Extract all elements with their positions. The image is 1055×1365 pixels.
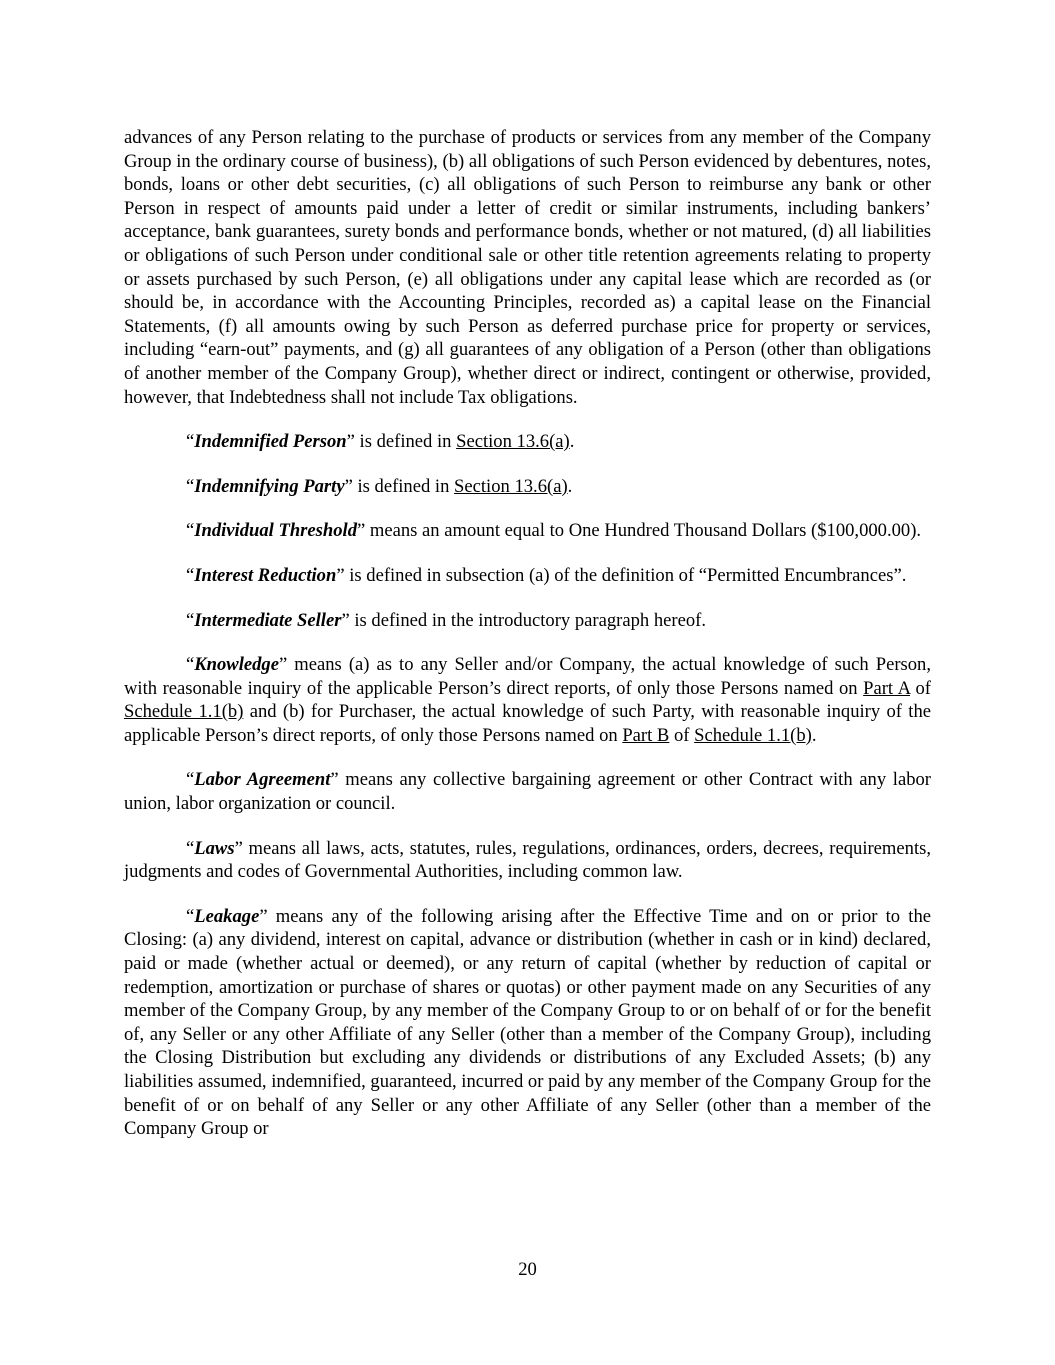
defined-term: Labor Agreement [194, 769, 331, 791]
defined-term: Knowledge [194, 654, 279, 676]
open-quote: “ [186, 520, 195, 542]
section-reference-link[interactable]: Section 13.6(a) [456, 431, 570, 453]
open-quote: “ [186, 609, 195, 631]
definition-knowledge [124, 653, 931, 747]
open-quote: “ [186, 475, 195, 497]
schedule-reference-link[interactable]: Schedule 1.1(b) [694, 724, 812, 746]
definition-laws [124, 837, 931, 884]
open-quote: “ [186, 769, 195, 791]
definition-indemnifying-party [124, 475, 931, 499]
definition-text: . [569, 431, 575, 453]
definition-text: ” means (a) as to any Seller and/or Company, the actual knowledge of such Person, with reasonable inquiry of the applicable Person’s direct reports, of only those Persons named on [124, 654, 931, 699]
open-quote: “ [186, 564, 195, 586]
definition-text: of [909, 677, 931, 699]
document-page-body [124, 126, 931, 1141]
definition-text: ” is defined in subsection (a) of the definition of “Permitted Encumbrances”. [336, 564, 907, 586]
definition-interest-reduction [124, 564, 931, 588]
definition-intermediate-seller [124, 609, 931, 633]
open-quote: “ [186, 654, 195, 676]
paragraph-indebtedness-continued [124, 126, 931, 409]
part-b-reference-link[interactable]: Part B [622, 724, 670, 746]
defined-term: Laws [194, 837, 235, 859]
definition-text: ” is defined in [346, 431, 457, 453]
definition-text: ” means any collective bargaining agreement or other Contract with any labor union, labor organization or council. [124, 769, 931, 815]
schedule-reference-link[interactable]: Schedule 1.1(b) [124, 701, 244, 723]
definition-text: and (b) for Purchaser, the actual knowledge of such Party, with reasonable inquiry of the applicable Person’s direct reports, of only those Persons named on [124, 701, 931, 746]
definition-individual-threshold [124, 519, 931, 543]
paragraph-text: advances of any Person relating to the purchase of products or services from any member of the Company Group in the ordinary course of business), (b) all obligations of such Person evidenced by debentures, notes, bonds, loans or other debt securities, (c) all obligations of such Person to reimburse any bank or other Person in respect of amounts paid under a letter of credit or similar instruments, including bankers’ acceptance, bank guarantees, surety bonds and performance bonds, whether or not matured, (d) all liabilities or obligations of such Person under conditional sale or other title retention agreements relating to property or assets purchased by such Person, (e) all obligations under any capital lease which are recorded as (or should be, in accordance with the Accounting Principles, recorded as) a capital lease on the Financial Statements, (f) all amounts owing by such Person as deferred purchase price for property or services, including “earn-out” payments, and (g) all guarantees of any obligation of a Person (other than obligations of another member of the Company Group), whether direct or indirect, contingent or otherwise, provided, however, that Indebtedness shall not include Tax obligations. [124, 127, 931, 408]
definition-leakage [124, 905, 931, 1141]
definition-text: ” is defined in [344, 475, 455, 497]
defined-term: Interest Reduction [194, 564, 337, 586]
defined-term: Individual Threshold [194, 520, 357, 542]
definition-text: ” means all laws, acts, statutes, rules, regulations, ordinances, orders, decrees, requirements, judgments and codes of Governmental Authorities, including common law. [124, 837, 931, 883]
section-reference-link[interactable]: Section 13.6(a) [454, 475, 568, 497]
definition-indemnified-person [124, 430, 931, 454]
definition-text: ” is defined in the introductory paragraph hereof. [341, 609, 706, 631]
defined-term: Leakage [194, 905, 260, 927]
defined-term: Intermediate Seller [194, 609, 342, 631]
open-quote: “ [186, 905, 195, 927]
definition-text: . [567, 475, 573, 497]
page-number: 20 [518, 1259, 537, 1280]
part-a-reference-link[interactable]: Part A [863, 677, 910, 699]
open-quote: “ [186, 837, 195, 859]
definition-text: ” means any of the following arising after the Effective Time and on or prior to the Closing: (a) any dividend, interest on capital, advance or distribution (whether in cash or in kind) declared, paid or made (whether actual or deemed), or any return of capital (whether by reduction of capital or redemption, amortization or purchase of shares or quotas) or other payment made on any Securities of any member of the Company Group, by any member of the Company Group to or on behalf of or for the benefit of, any Seller or any other Affiliate of any Seller (other than a member of the Company Group), including the Closing Distribution but excluding any dividends or distributions of any Excluded Assets; (b) any liabilities assumed, indemnified, guaranteed, incurred or paid by any member of the Company Group for the benefit of or on behalf of any Seller or any other Affiliate of any Seller (other than a member of the Company Group or [124, 905, 931, 1140]
defined-term: Indemnifying Party [194, 475, 345, 497]
definition-labor-agreement [124, 768, 931, 815]
open-quote: “ [186, 431, 195, 453]
definition-text: of [669, 724, 695, 746]
definition-text: ” means an amount equal to One Hundred Thousand Dollars ($100,000.00). [357, 520, 922, 542]
definition-text: . [811, 724, 817, 746]
defined-term: Indemnified Person [194, 431, 347, 453]
